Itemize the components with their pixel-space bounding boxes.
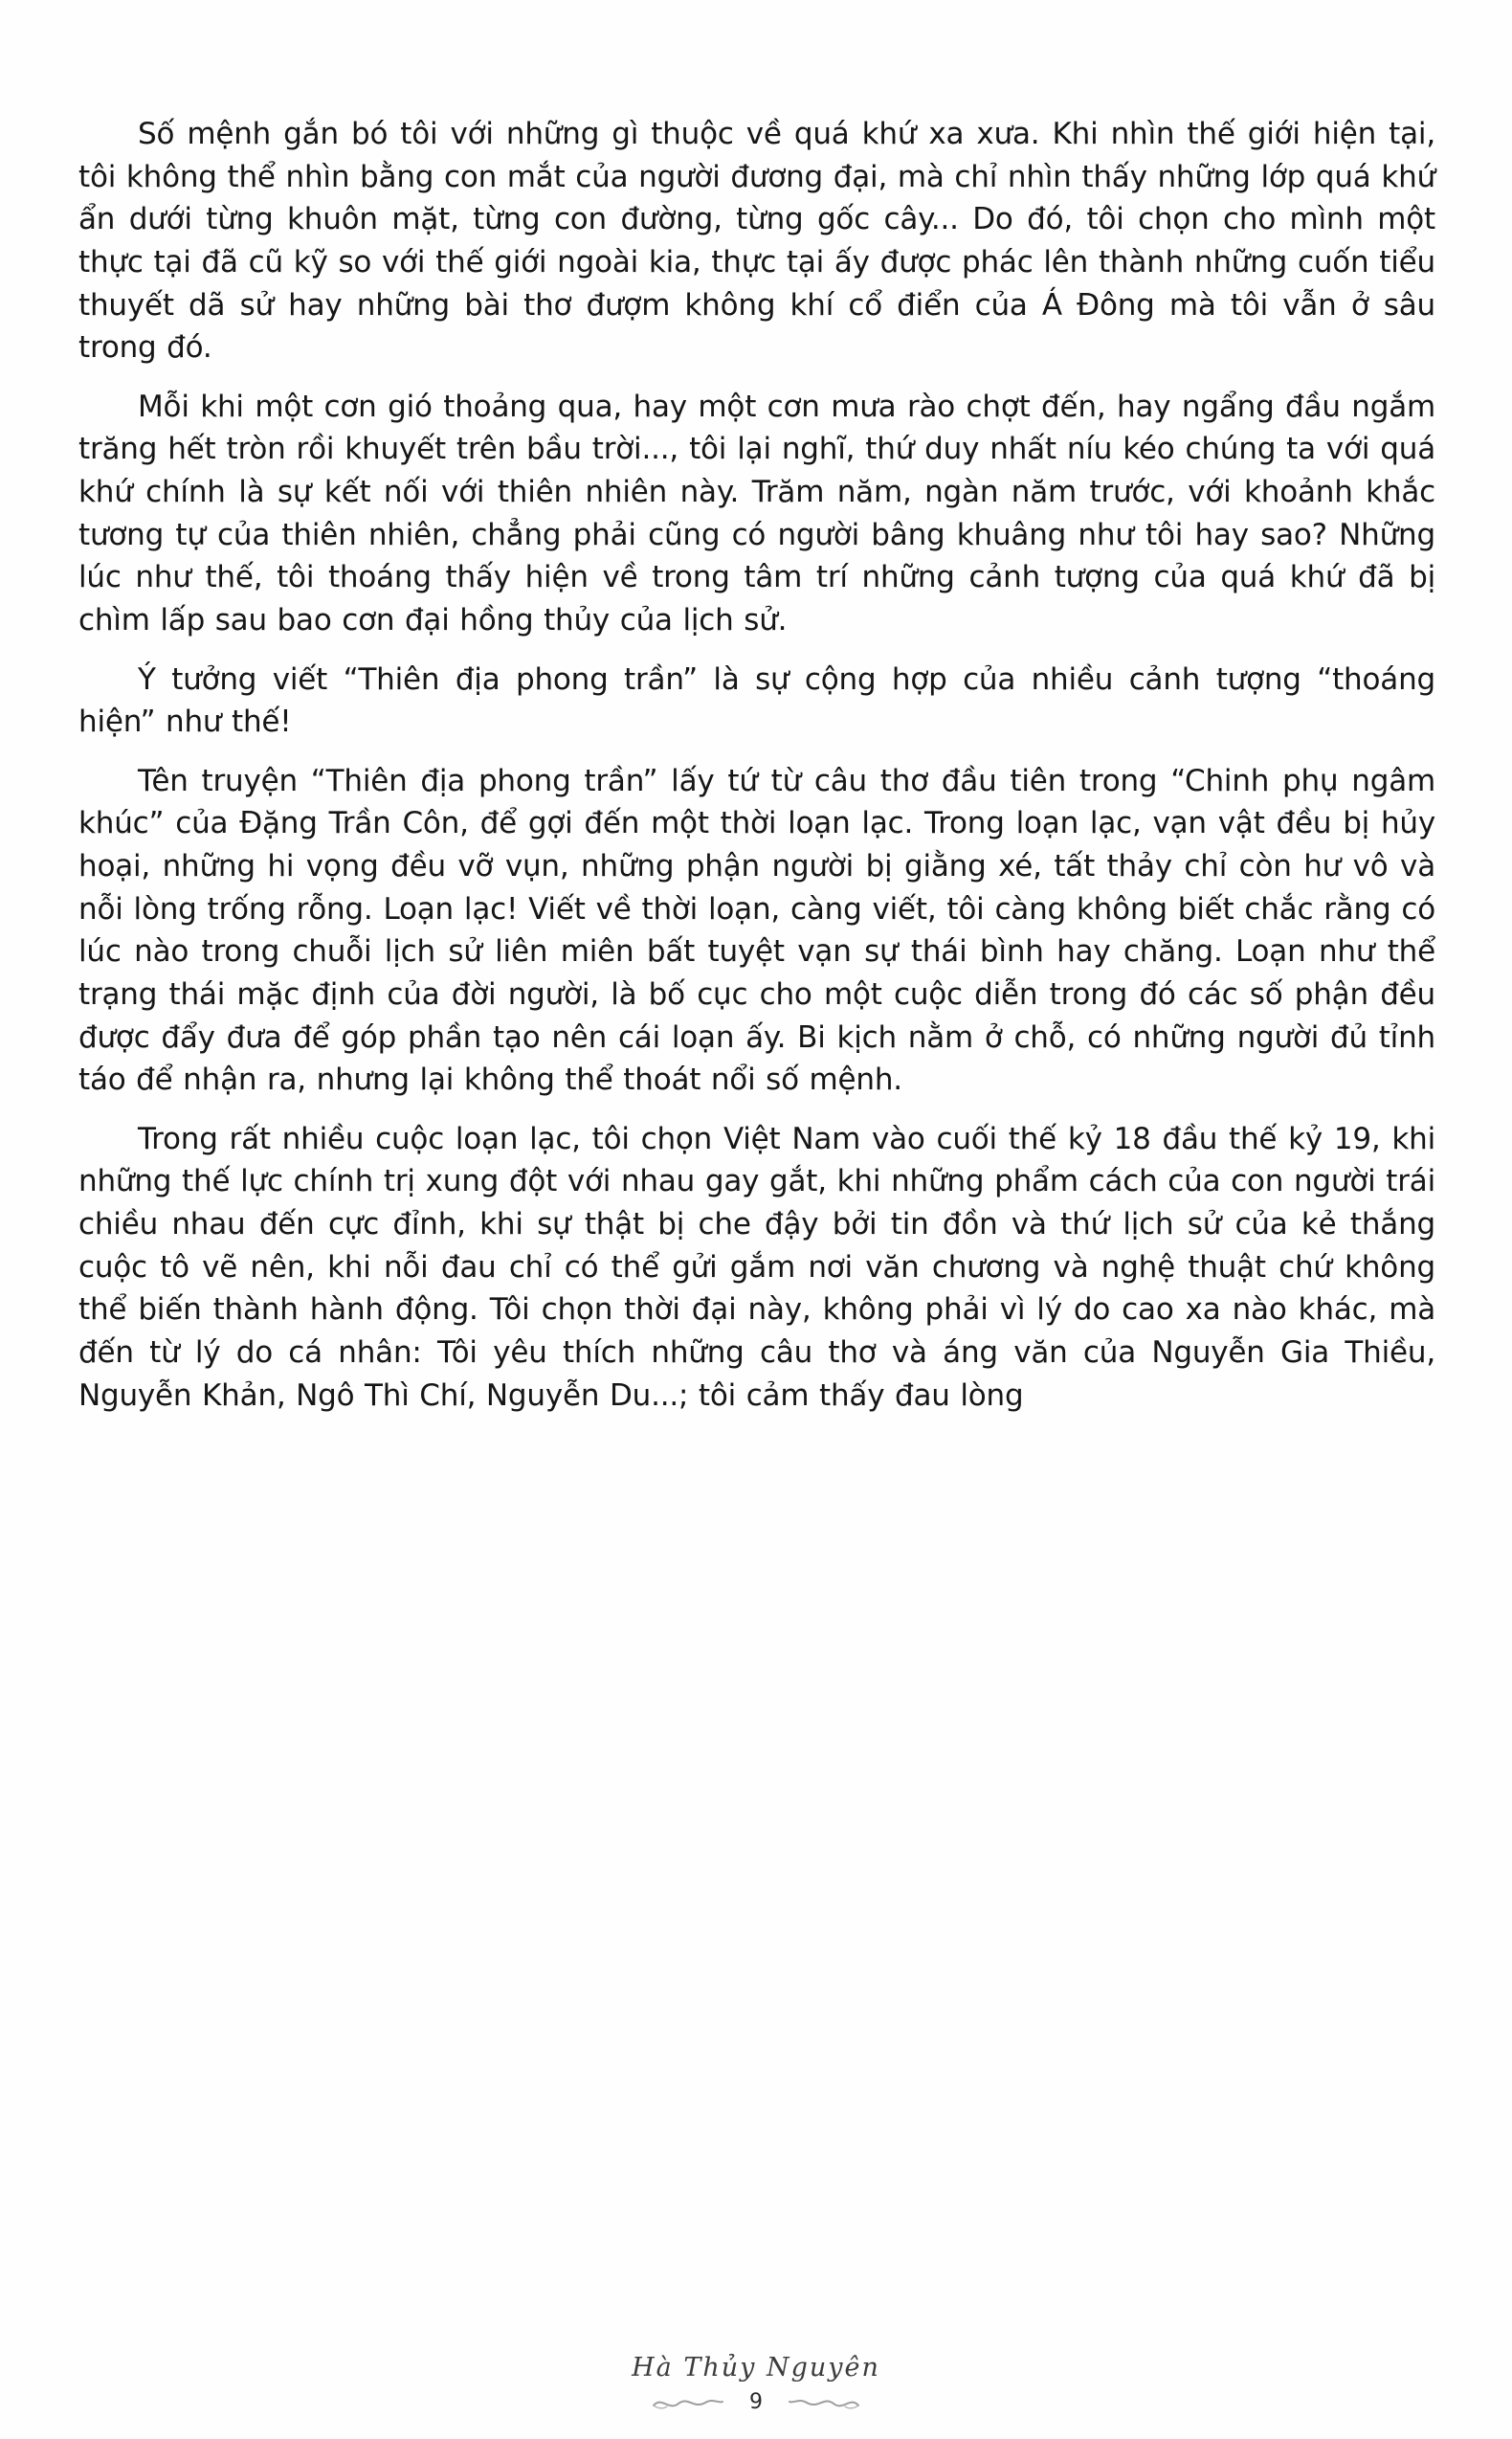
flourish-left-icon [650,2392,724,2413]
paragraph: Ý tưởng viết “Thiên địa phong trần” là sự cộng hợp của nhiều cảnh tượng “thoáng hiện” như thế! [78,661,1435,740]
page-number: 9 [749,2390,763,2414]
author-signature: Hà Thủy Nguyên [632,2353,880,2383]
page-footer [0,2353,1512,2414]
footer-ornament-row [0,2390,1512,2414]
text-block [78,113,1435,1417]
paragraph: Tên truyện “Thiên địa phong trần” lấy tứ từ câu thơ đầu tiên trong “Chinh phụ ngâm khúc” của Đặng Trần Côn, để gợi đến một thời loạn lạc. Trong loạn lạc, vạn vật đều bị hủy hoại, những hi vọng đều vỡ vụn, những phận người bị giằng xé, tất thảy chỉ còn hư vô và nỗi lòng trống rỗng. Loạn lạc! Viết về thời loạn, càng viết, tôi càng không biết chắc rằng có lúc nào trong chuỗi lịch sử liên miên bất tuyệt vạn sự thái bình hay chăng. Loạn như thể trạng thái mặc định của đời người, là bố cục cho một cuộc diễn trong đó các số phận đều được đẩy đưa để góp phần tạo nên cái loạn ấy. Bi kịch nằm ở chỗ, có những người đủ tỉnh táo để nhận ra, nhưng lại không thể thoát nổi số mệnh. [78,763,1435,1098]
paragraph: Trong rất nhiều cuộc loạn lạc, tôi chọn Việt Nam vào cuối thế kỷ 18 đầu thế kỷ 19, khi những thế lực chính trị xung đột với nhau gay gắt, khi những phẩm cách của con người trái chiều nhau đến cực đỉnh, khi sự thật bị che đậy bởi tin đồn và thứ lịch sử của kẻ thắng cuộc tô vẽ nên, khi nỗi đau chỉ có thể gửi gắm nơi văn chương và nghệ thuật chứ không thể biến thành hành động. Tôi chọn thời đại này, không phải vì lý do cao xa nào khác, mà đến từ lý do cá nhân: Tôi yêu thích những câu thơ và áng văn của Nguyễn Gia Thiều, Nguyễn Khản, Ngô Thì Chí, Nguyễn Du...; tôi cảm thấy đau lòng [78,1121,1435,1413]
paragraph: Mỗi khi một cơn gió thoảng qua, hay một cơn mưa rào chợt đến, hay ngẩng đầu ngắm trăng hết tròn rồi khuyết trên bầu trời..., tôi lại nghĩ, thứ duy nhất níu kéo chúng ta với quá khứ chính là sự kết nối với thiên nhiên này. Trăm năm, ngàn năm trước, với khoảnh khắc tương tự của thiên nhiên, chẳng phải cũng có người bâng khuâng như tôi hay sao? Những lúc như thế, tôi thoáng thấy hiện về trong tâm trí những cảnh tượng của quá khứ đã bị chìm lấp sau bao cơn đại hồng thủy của lịch sử. [78,389,1435,638]
paragraph: Số mệnh gắn bó tôi với những gì thuộc về quá khứ xa xưa. Khi nhìn thế giới hiện tại, tôi không thể nhìn bằng con mắt của người đương đại, mà chỉ nhìn thấy những lớp quá khứ ẩn dưới từng khuôn mặt, từng con đường, từng gốc cây... Do đó, tôi chọn cho mình một thực tại đã cũ kỹ so với thế giới ngoài kia, thực tại ấy được phác lên thành những cuốn tiểu thuyết dã sử hay những bài thơ đượm không khí cổ điển của Á Đông mà tôi vẫn ở sâu trong đó. [78,117,1435,366]
flourish-right-icon [788,2392,862,2413]
